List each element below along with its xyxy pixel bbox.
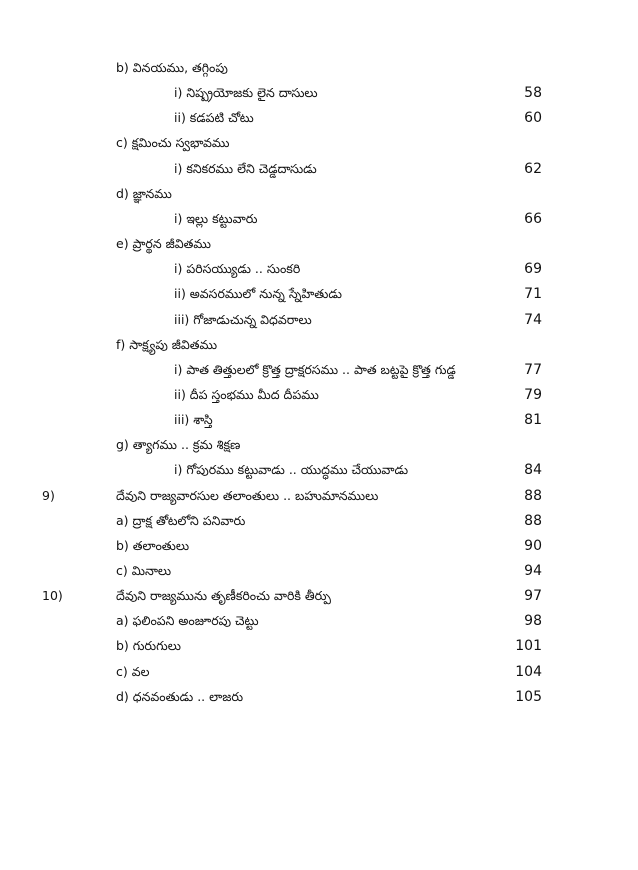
toc-entry [0,183,638,205]
chapter-number: 10) [42,588,63,603]
toc-entry [0,635,638,657]
toc-entry [0,309,638,331]
toc-entry [0,434,638,456]
toc-entry-title: దేవుని రాజ్యమును తృణీకరించు వారికి తీర్పు [116,588,331,603]
toc-entry-title: i) పాత తిత్తులలో క్రొత్త ద్రాక్షరసము .. పాత బట్టపై క్రొత్త గుడ్డ [174,362,456,377]
page-number: 62 [524,161,542,177]
toc-entry [0,510,638,532]
toc-entry-title: c) మినాలు [116,563,172,578]
toc-entry [0,359,638,381]
toc-entry [0,132,638,154]
chapter-number: 9) [42,488,55,503]
toc-entry [0,485,638,507]
toc-entry-title: f) సాక్ష్యపు జీవితము [116,337,218,352]
toc-entry [0,560,638,582]
page-number: 105 [515,689,542,705]
toc-entry [0,384,638,406]
page-number: 69 [524,261,542,277]
page-number: 98 [524,613,542,629]
page-number: 94 [524,563,542,579]
toc-entry-title: i) కనికరము లేని చెడ్డదాసుడు [174,161,317,176]
toc-entry [0,233,638,255]
toc-entry-title: iii) శాస్తి [174,412,213,427]
toc-entry-title: c) వల [116,664,150,679]
toc-entry-title: g) త్యాగము .. క్రమ శిక్షణ [116,437,241,452]
toc-entry [0,610,638,632]
toc-entry [0,686,638,708]
toc-entry [0,57,638,79]
toc-entry-title: b) వినయము, తగ్గింపు [116,60,228,75]
page-number: 60 [524,110,542,126]
toc-entry-title: i) పరిసయ్యుడు .. సుంకరి [174,261,301,276]
toc-entry [0,661,638,683]
toc-entry [0,158,638,180]
toc-entry-title: d) ధనవంతుడు .. లాజరు [116,689,244,704]
toc-entry-title: ii) దీప స్తంభము మీద దీపము [174,387,319,402]
page-number: 74 [524,312,542,328]
toc-entry [0,208,638,230]
toc-entry-title: దేవుని రాజ్యవారసుల తలాంతులు .. బహుమానములు [116,488,379,503]
page-number: 84 [524,462,542,478]
toc-entry [0,535,638,557]
toc-entry [0,258,638,280]
page-number: 90 [524,538,542,554]
toc-entry-title: i) గోపురము కట్టువాడు .. యుద్ధము చేయువాడు [174,462,409,477]
page-number: 97 [524,588,542,604]
toc-entry-title: iii) గోజాడుచున్న విధవరాలు [174,312,312,327]
page-number: 104 [515,664,542,680]
toc-entry-title: i) ఇల్లు కట్టువారు [174,211,258,226]
toc-entry [0,585,638,607]
toc-entry [0,283,638,305]
toc-entry-title: a) ద్రాక్ష తోటలోని పనివారు [116,513,246,528]
toc-entry-title: e) ప్రార్థన జీవితము [116,236,211,251]
toc-entry-title: a) ఫలింపని అంజూరపు చెట్టు [116,613,259,628]
toc-entry [0,334,638,356]
toc-entry-title: i) నిష్ప్రయోజకు లైన దాసులు [174,85,318,100]
page-number: 88 [524,488,542,504]
page-number: 101 [515,638,542,654]
toc-entry-title: d) జ్ఞానము [116,186,172,201]
toc-entry [0,409,638,431]
page-number: 88 [524,513,542,529]
toc-entry-title: c) క్షమించు స్వభావము [116,135,230,150]
page-number: 81 [524,412,542,428]
page-number: 58 [524,85,542,101]
page-number: 77 [524,362,542,378]
toc-entry-title: b) తలాంతులు [116,538,190,553]
page-number: 66 [524,211,542,227]
toc-entry-title: b) గురుగులు [116,638,181,653]
toc-entry-title: ii) కడపటి చోటు [174,110,254,125]
page-number: 71 [524,286,542,302]
page-number: 79 [524,387,542,403]
toc-entry [0,107,638,129]
toc-entry [0,459,638,481]
toc-entry [0,82,638,104]
toc-entry-title: ii) అవసరములో నున్న స్నేహితుడు [174,286,342,301]
